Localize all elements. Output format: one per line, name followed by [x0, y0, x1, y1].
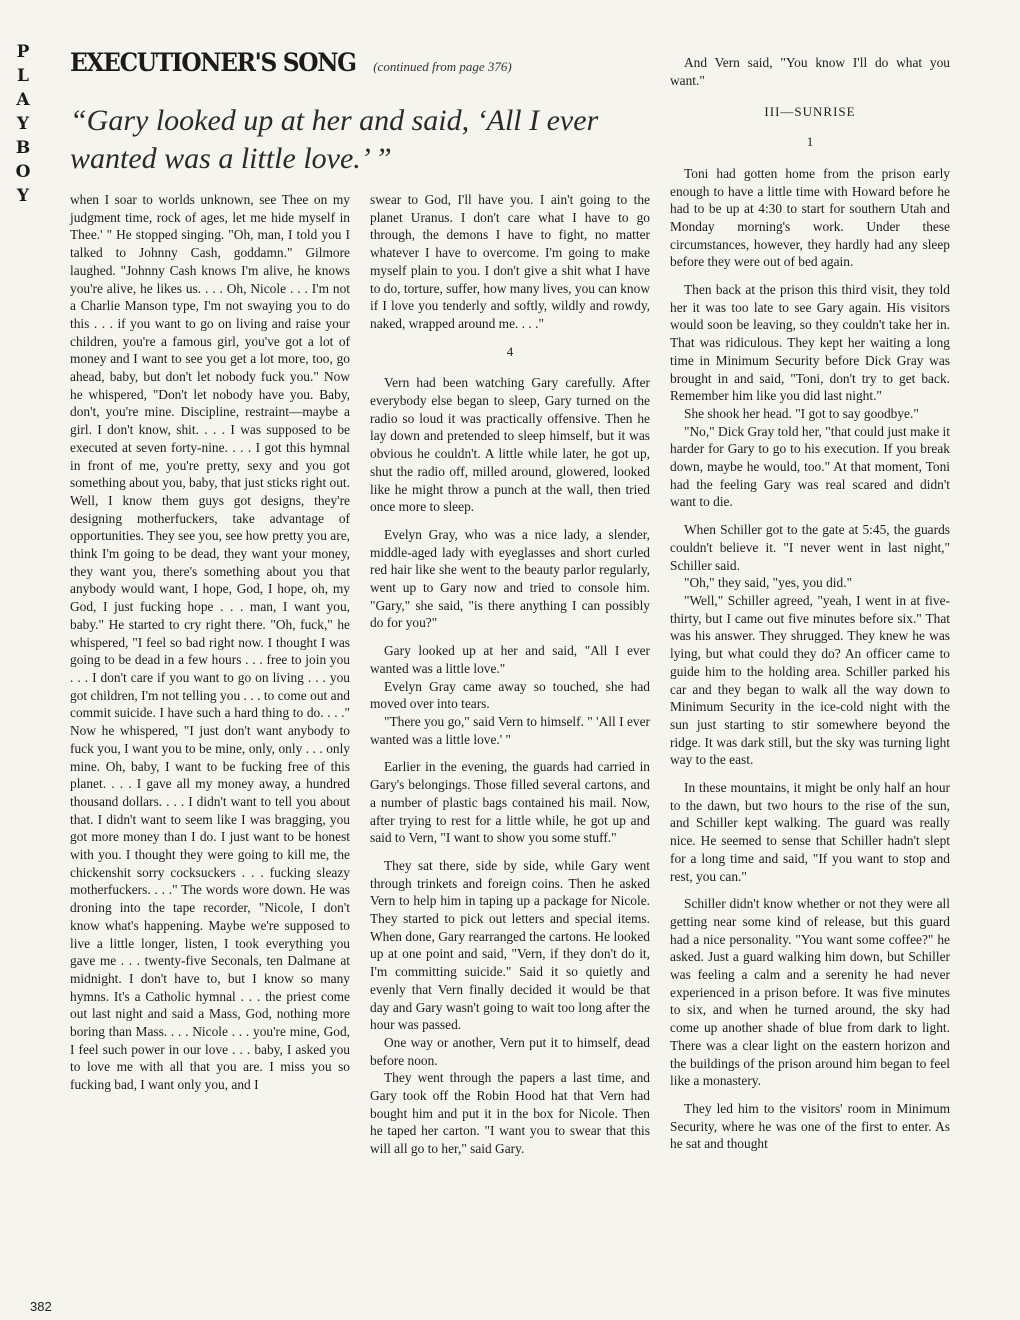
paragraph: They went through the papers a last time, and Gary took off the Robin Hood hat that Vern had bought him and put it in the box for Nicole. Then he taped her carton. "I want you to swear that this will all go to her," said Gary. [370, 1070, 650, 1157]
section-title: III—SUNRISE [764, 104, 856, 120]
brand-letter: L [17, 66, 29, 86]
headline-row [70, 48, 660, 77]
paragraph: And Vern said, "You know I'll do what you want." [670, 55, 950, 88]
section-number: 1 [806, 134, 814, 150]
paragraph: They led him to the visitors' room in Minimum Security, where he was one of the first to enter. As he sat and thought [670, 1100, 950, 1152]
paragraph: when I soar to worlds unknown, see Thee on my judgment time, rock of ages, let me hide myself in Thee.' " He stopped singing. "Oh, man, I told you I talked to Johnny Cash, goddamn." Gilmore laughed. "Johnny Cash knows I'm alive, he knows you're alive, he likes us. . . . Oh, Nicole . . . I'm not a Charlie Manson type, I'm not swaying you to do this . . . if you want to go on living and raise your children, you're a famous girl, you've got a lot of money and I want to see you get a lot more, too, go ahead, baby, but don't let nobody fuck you." Now he whispered, "Don't let nobody have you. Baby, don't, you're mine. Discipline, restraint—maybe a girl. I don't know, shit. . . . I was supposed to be executed at seven forty-nine. . . . I got this hymnal in front of me, you're pretty, sexy and you got something about you, baby, that just sticks right out. Well, I know them guys got designs, they're designing motherfuckers, take advantage of opportunities. They see you, see how pretty you are, think I'm going to be dead, they want your money, they want you, there's something about you that anybody would want, I hope, God, I hope, oh, my God, I just fucking hope . . . man, I want you, baby." He started to cry right there. "Oh, fuck," he whispered, "I feel so bad right now. I thought I was going to be dead in a few hours . . . free to join you . . . I don't care if you want to go on living . . . you got children, I'm not telling you . . . to come out and commit suicide. I have such a hard thing to do. . . ." Now he whispered, "I just don't want anybody to fuck you, I want you to be mine, only, only . . . only mine. Oh, baby, I want to be fucking free of this planet. . . . I gave all my money away, a hundred thousand dollars. . . . I didn't want to tell you about that. I didn't want to seem like I was bragging, you got more money than I do. I just want to be honest with you. I thought they were going to kill me, the chickenshit sorry cocksuckers . . . fucking sleazy motherfuckers. . . ." The words wore down. He was droning into the tape recorder, "Nicole, I don't know what's happening. Maybe we're supposed to live a little longer, listen, I took everything you gave me . . . twenty-five Seconals, ten Dalmane at midnight. I don't have to, but I know so many hymns. It's a Catholic hymnal . . . the priest come out last night and said a Mass, God, nothing more boring than Mass. . . . Nicole . . . you're mine, God, I feel such power in our love . . . baby, I asked you to love me with all that you are. I miss you so fucking bad, I want only you, and I [70, 192, 350, 1093]
column-3 [670, 54, 950, 1153]
brand-letter: Y [16, 114, 30, 134]
brand-letter: B [15, 138, 31, 158]
paragraph: Gary looked up at her and said, "All I ever wanted was a little love." [370, 643, 650, 676]
article-headline: EXECUTIONER'S SONG [70, 48, 356, 77]
paragraph: She shook her head. "I got to say goodbye." [684, 405, 919, 421]
paragraph: One way or another, Vern put it to himself, dead before noon. [370, 1034, 650, 1068]
paragraph: Toni had gotten home from the prison early enough to have a little time with Howard before he had to be up at 4:30 to start for southern Utah and Monday morning's work. Under these circumstances, however, they hardly had any sleep before they were out of bed again. [670, 165, 950, 270]
section-number: 4 [506, 343, 514, 359]
paragraph: "No," Dick Gray told her, "that could just make it harder for Gary to go to his execution. If you break down, maybe he would, too." At that moment, Toni had the feeling Gary was real scared and didn't want to die. [670, 423, 950, 510]
page-number: 382 [30, 1299, 52, 1314]
paragraph: "There you go," said Vern to himself. " 'All I ever wanted was a little love.' " [370, 713, 650, 747]
brand-letter: P [16, 42, 30, 62]
brand-letter: A [16, 90, 30, 110]
continued-note: (continued from page 376) [373, 59, 512, 74]
paragraph: Evelyn Gray, who was a nice lady, a slender, middle-aged lady with eyeglasses and short curled red hair like she went to the beauty parlor regularly, went up to Gary now and tried to console him. "Gary," she said, "is there anything I can possibly do for you?" [370, 526, 650, 631]
paragraph: In these mountains, it might be only half an hour to the dawn, but two hours to the rise of the sun, and Schiller kept walking. The guard was really nice. He seemed to sense that Schiller hadn't slept for a long time and said, "If you want to stop and rest, you can." [670, 780, 950, 884]
column-2 [370, 191, 650, 1158]
pull-quote: “Gary looked up at her and said, ‘All I ever wanted was a little love.’ ” [70, 104, 599, 175]
magazine-name-vertical [10, 40, 36, 208]
brand-letter: Y [16, 186, 30, 206]
paragraph: Schiller didn't know whether or not they were all getting near some kind of release, but this guard had a nice personality. "You want some coffee?" he asked. Just a guard walking him down, but Schiller was feeling a calm and a serenity he had never experienced in a prison before. It was five minutes to six, and when he turned around, the sky had come up another shade of blue from dark to light. There was a clear light on the eastern horizon and the buildings of the prison around him began to feel like a monastery. [670, 896, 950, 1089]
paragraph: They sat there, side by side, while Gary went through trinkets and foreign coins. Then he asked Vern to help him in taping up a package for Nicole. They started to pick out letters and special items. When done, Gary rearranged the cartons. He looked up at one point and said, "Vern, if they don't do it, I'm committing suicide." Said it so quietly and evenly that Vern finally decided it would be that day and Gary wasn't going to wait too long after the hour was passed. [370, 857, 650, 1033]
brand-letter: O [15, 162, 31, 182]
paragraph: "Oh," they said, "yes, you did." [684, 575, 853, 591]
paragraph: "Well," Schiller agreed, "yeah, I went in at five-thirty, but I came out five minutes before six." That was his answer. They shrugged. They knew he was lying, but what could they do? An officer came to guide him to the holding area. Schiller parked his car and they began to walk all the way down to Minimum Security in the ice-cold night with the sun just starting to stir somewhere beyond the ridge. It was dark still, but the sky was turning light way to the east. [670, 592, 950, 768]
paragraph: Vern had been watching Gary carefully. After everybody else began to sleep, Gary turned on the radio so loud it was practically offensive. Then he lay down and pretended to sleep himself, but it was obvious he couldn't. A little while later, he got up, shut the radio off, milled around, glowered, looked like he might throw a punch at the wall, then tried once more to sleep. [370, 375, 650, 515]
column-1 [70, 191, 350, 1094]
paragraph: Evelyn Gray came away so touched, she had moved over into tears. [370, 678, 650, 712]
paragraph: When Schiller got to the gate at 5:45, the guards couldn't believe it. "I never went in last night," Schiller said. [670, 522, 950, 573]
paragraph: Then back at the prison this third visit, they told her it was too late to see Gary again. His visitors would soon be leaving, so they couldn't take her in. That was ridiculous. They kept her waiting a long time in Minimum Security before Dick Gray was brought in and said, "Toni, don't try to get back. Remember him like you did last night." [670, 282, 950, 404]
paragraph: Earlier in the evening, the guards had carried in Gary's belongings. Those filled several cartons, and a number of plastic bags contained his mail. Now, after trying to rest for a little while, he got up and said to Vern, "I want to show you some stuff." [370, 759, 650, 846]
paragraph: swear to God, I'll have you. I ain't going to the planet Uranus. I don't care what I have to go through, the demons I have to fight, no matter whatever I have to overcome. I'm going to make myself plain to you. I don't give a shit what I have to do, torture, suffer, how many lives, you can know if I love you tenderly and softly, wildly and rowdy, naked, wrapped around me. . . ." [370, 192, 650, 331]
